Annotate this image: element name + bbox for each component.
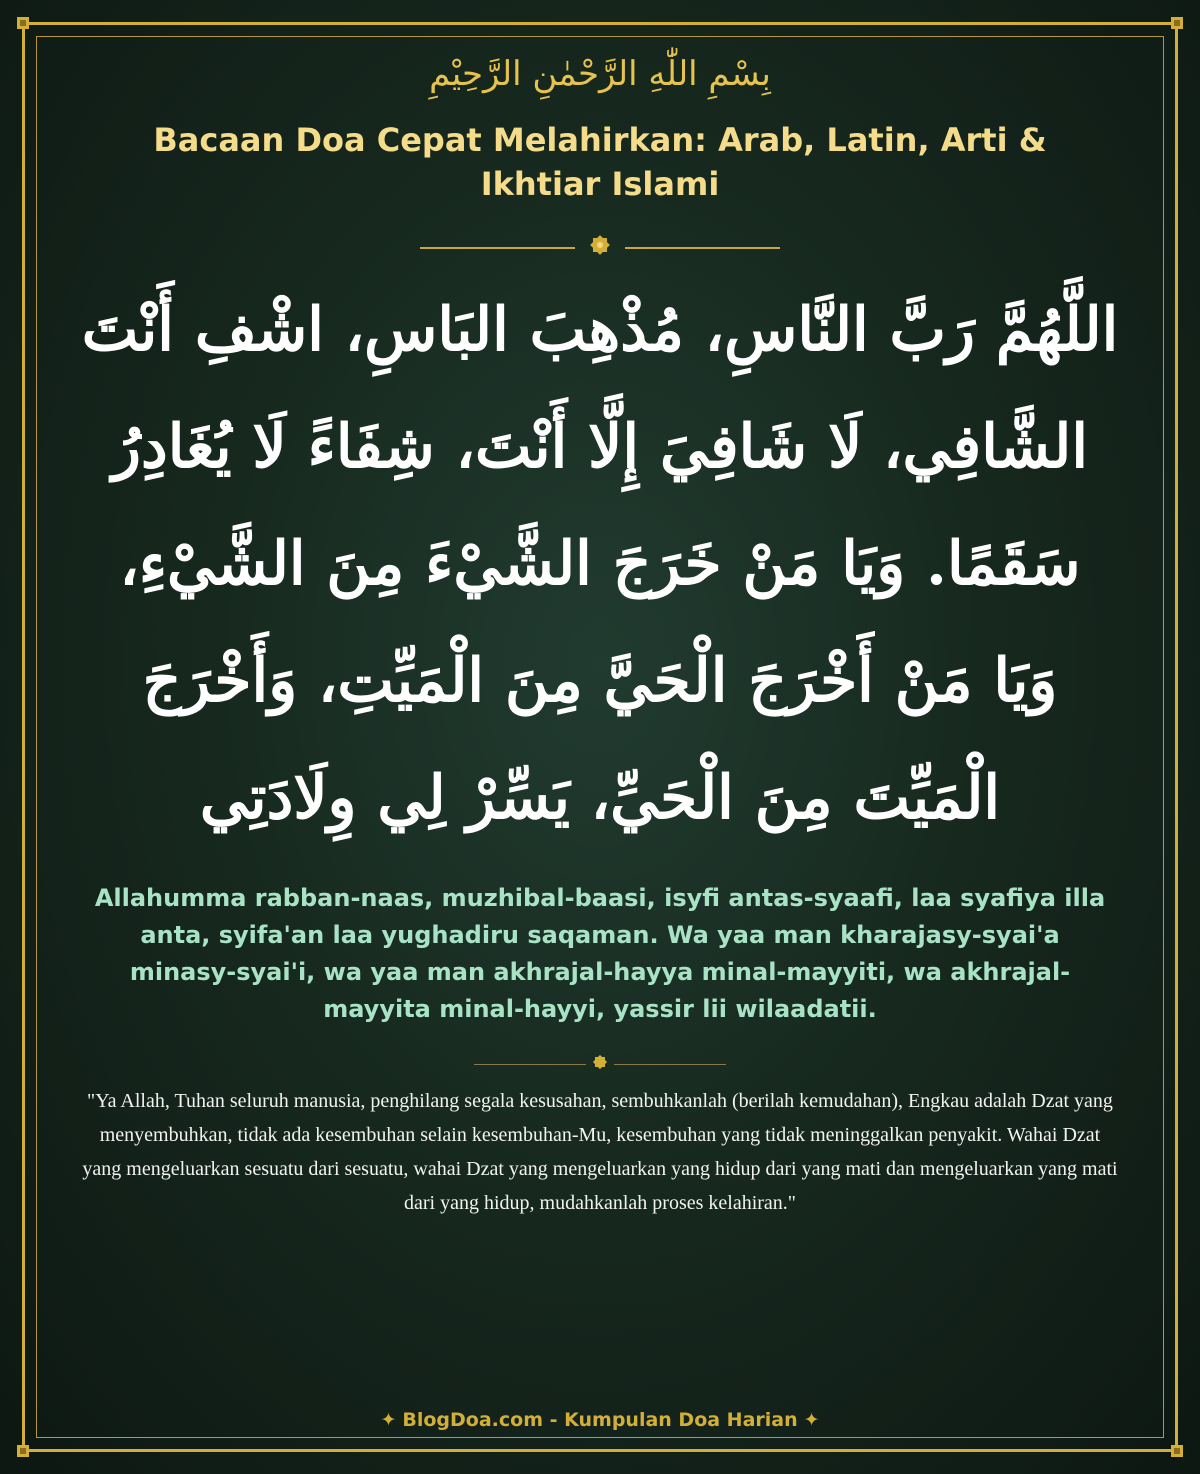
corner-ornament-icon [16,16,30,30]
divider-line [474,1064,586,1065]
sparkle-icon: ✦ [803,1409,820,1431]
ornamental-divider [0,234,1200,261]
bismillah-heading: بِسْمِ اللّٰهِ الرَّحْمٰنِ الرَّحِيْمِ [429,54,771,94]
page-title: Bacaan Doa Cepat Melahirkan: Arab, Latin, Arti & Ikhtiar Islami [153,121,1047,203]
corner-ornament-icon [16,1444,30,1458]
divider-line [614,1064,726,1065]
star-ornament-icon [592,1054,608,1075]
footer-text: BlogDoa.com - Kumpulan Doa Harian [402,1409,798,1431]
divider-line [625,247,780,249]
star-ornament-icon [589,234,611,261]
divider-line [420,247,575,249]
corner-ornament-icon [1170,16,1184,30]
footer-credit [0,1409,1200,1431]
doa-translation: "Ya Allah, Tuhan seluruh manusia, penghilang segala kesusahan, sembuhkanlah (berilah kemudahan), Engkau adalah Dzat yang menyembuhkan, tidak ada kesembuhan selain kesembuhan-Mu, kesembuhan yang tidak meninggalkan penyakit. Wahai Dzat yang mengeluarkan sesuatu dari sesuatu, wahai Dzat yang mengeluarkan yang hidup dari yang mati dan mengeluarkan yang mati dari yang hidup, mudahkanlah proses kelahiran." [82,1090,1118,1214]
sparkle-icon: ✦ [380,1409,397,1431]
doa-latin-transliteration: Allahumma rabban-naas, muzhibal-baasi, isyfi antas-syaafi, laa syafiya illa anta, syifa'an laa yughadiru saqaman. Wa yaa man kharajasy-syai'a minasy-syai'i, wa yaa man akhrajal-hayya minal-mayyiti, wa akhrajal-mayyita minal-hayyi, yassir lii wilaadatii. [94,884,1106,1023]
corner-ornament-icon [1170,1444,1184,1458]
doa-arabic-text: اللَّهُمَّ رَبَّ النَّاسِ، مُذْهِبَ البَاسِ، اشْفِ أَنْتَ الشَّافِي، لَا شَافِيَ إِلَّا أَنْتَ، شِفَاءً لَا يُغَادِرُ سَقَمًا. وَيَا مَنْ خَرَجَ الشَّيْءَ مِنَ الشَّيْءِ، وَيَا مَنْ أَخْرَجَ الْحَيَّ مِنَ الْمَيِّتِ، وَأَخْرَجَ الْمَيِّتَ مِنَ الْحَيِّ، يَسِّرْ لِي وِلَادَتِي [81,295,1119,833]
small-divider [0,1054,1200,1075]
